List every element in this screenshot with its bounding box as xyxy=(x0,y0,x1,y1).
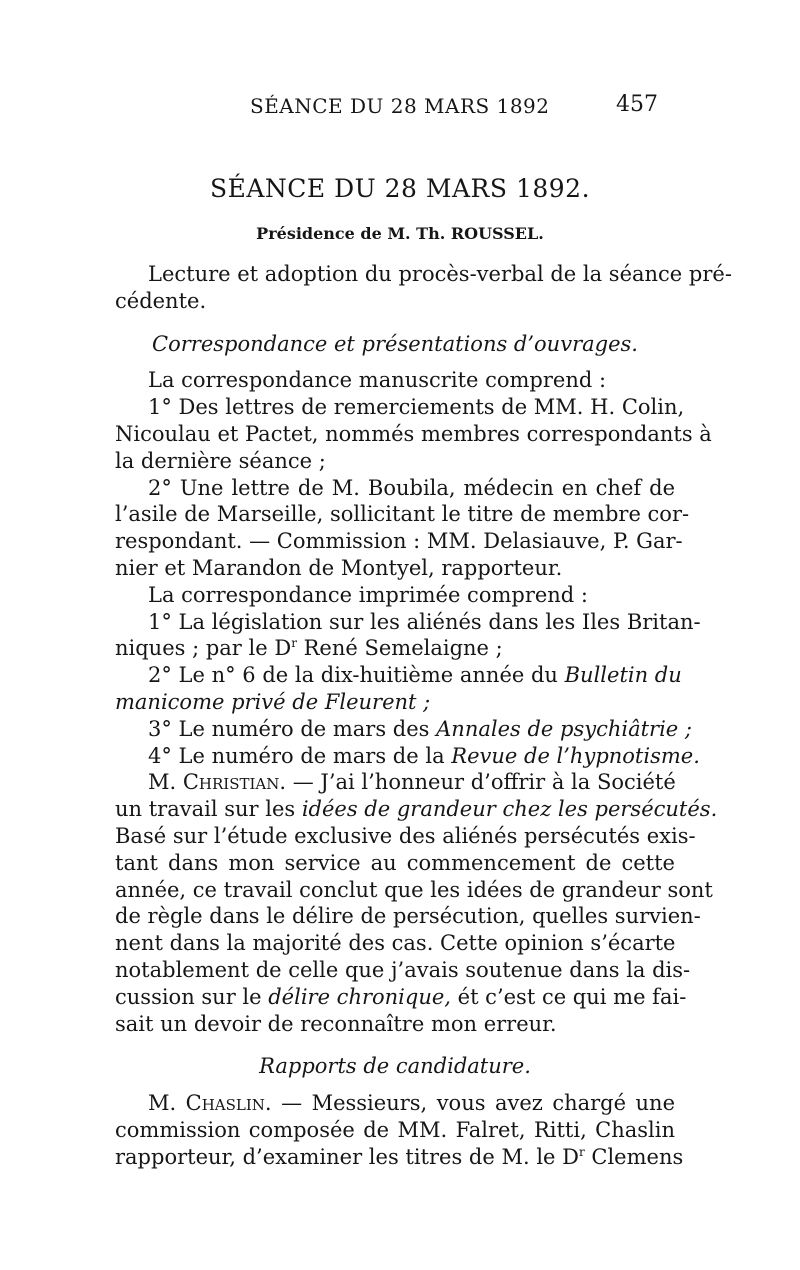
text-line: 1° La législation sur les aliénés dans les Iles Britan- xyxy=(148,609,701,634)
session-title: SÉANCE DU 28 MARS 1892. xyxy=(209,174,591,203)
text-line: 2° Le n° 6 de la dix-huitième année du Bulletin du xyxy=(148,663,682,688)
text-line: niques ; par le $D^r$ René Semelaigne ; xyxy=(115,636,503,661)
section-heading-correspondance: Correspondance et présentations d’ouvrages. xyxy=(152,331,638,356)
text-line: rapporteur, d’examiner les titres de M. le $D^r$ Clemens xyxy=(115,1144,684,1169)
running-head xyxy=(0,92,800,122)
text-line: Nicoulau et Pactet, nommés membres correspondants à xyxy=(115,421,712,446)
presidence-line: Présidence de M. Th. ROUSSEL. xyxy=(256,224,544,243)
body-text xyxy=(115,261,732,1171)
text-line: année, ce travail conclut que les idées de grandeur sont xyxy=(115,877,713,902)
text-line: M. Chaslin. — Messieurs, vous avez chargé une xyxy=(148,1091,676,1116)
text-line: commission composée de MM. Falret, Ritti, Chaslin xyxy=(115,1117,675,1142)
text-line: M. Christian. — J’ai l’honneur d’offrir à la Société xyxy=(148,770,676,795)
text-line: cédente. xyxy=(115,288,207,313)
text-line: La correspondance imprimée comprend : xyxy=(148,582,589,607)
text-line: la dernière séance ; xyxy=(115,448,326,473)
text-line: 3° Le numéro de mars des Annales de psychiâtrie ; xyxy=(148,716,692,741)
text-line: sait un devoir de reconnaître mon erreur. xyxy=(115,1011,557,1036)
text-line: 4° Le numéro de mars de la Revue de l’hypnotisme. xyxy=(148,743,700,768)
text-line: respondant. — Commission : MM. Delasiauve, P. Gar- xyxy=(115,529,683,554)
text-line: l’asile de Marseille, sollicitant le titre de membre cor- xyxy=(115,502,690,527)
text-line: nier et Marandon de Montyel, rapporteur. xyxy=(115,555,563,580)
text-line: un travail sur les idées de grandeur chez les persécutés. xyxy=(115,797,718,822)
text-line: Basé sur l’étude exclusive des aliénés persécutés exis- xyxy=(115,823,696,848)
text-line: manicome privé de Fleurent ; xyxy=(115,689,431,714)
text-line: cussion sur le délire chronique, ét c’est ce qui me fai- xyxy=(115,984,687,1009)
text-line: 2° Une lettre de M. Boubila, médecin en chef de xyxy=(148,475,675,500)
text-line: tant dans mon service au commencement de cette xyxy=(115,850,675,875)
text-line: de règle dans le délire de persécution, quelles survien- xyxy=(115,904,701,929)
text-line: La correspondance manuscrite comprend : xyxy=(148,368,607,393)
text-line: Lecture et adoption du procès-verbal de la séance pré- xyxy=(148,262,732,286)
text-line: nent dans la majorité des cas. Cette opinion s’écarte xyxy=(115,931,676,956)
page-number: 457 xyxy=(616,92,658,117)
section-heading-rapports: Rapports de candidature. xyxy=(259,1054,531,1079)
text-line: 1° Des lettres de remerciements de MM. H. Colin, xyxy=(148,395,685,420)
running-head-title: SÉANCE DU 28 MARS 1892 xyxy=(250,94,550,118)
text-line: notablement de celle que j’avais soutenue dans la dis- xyxy=(115,957,691,982)
